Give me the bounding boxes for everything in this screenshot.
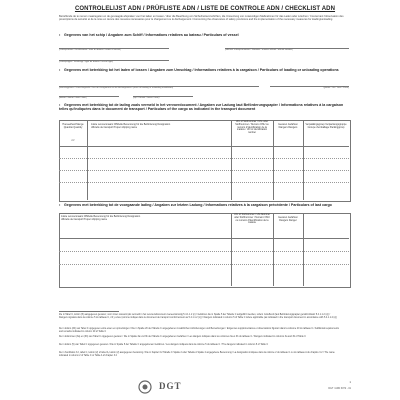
table-row[interactable]	[59, 170, 349, 171]
section-last-cargo-heading: • Gegevens met betrekking tot de voorgaande lading / Angaben zur letzten Ladung / Informations relatives à la cargaison précédente / Particulars of last cargo	[59, 203, 332, 207]
form-code: DGT / ADN 3072 - 01	[328, 387, 351, 390]
footnote-2: De in kolom (20) van Tabel C opgegeven extra eisen en opmerkingen / Die in Spalte 20 der Tabelle C angegebenen zusätzlichen Anforderungen und Bemerkungen / Exigences supplémentaires et observations figurant dans la colonne 20 du tableau C / Additional requirements and remarks indicated in column 20 of Table C	[59, 328, 339, 333]
footnote-5: De in hoofdstuk 3.2, tabel C, kolom (2) of tabel A, kolom (2) aangegeven benaming / Die in Kapitel 3.2 Tabelle C Spalte 2 oder Tabelle A Spalte 2 angegebene Benennung / La désignation indiquée dans la colonne 2 du tableau C ou du tableau A du chapitre 3.2 / The name indicated in column 2 of Table C or Table A of chapter 3.2	[59, 352, 335, 357]
vessel-type-field[interactable]: (scheepstype / Schiffstyp / type de bateau / vessel type)	[59, 61, 114, 63]
date-field[interactable]: (datum / datum / date / date)	[59, 97, 87, 99]
col-dangers-header: Gevaren Gefahren Dangers Dangers	[278, 123, 298, 129]
col-quantity-header: Hoeveelheid Menge Quantité Quantity	[62, 123, 84, 129]
vessel-name-field[interactable]: (scheepsnaam / Schiffsname / nom du bateau / name of vessel)	[59, 49, 121, 51]
time-field[interactable]: (tijd / Uhrzeit / heure / time)	[133, 97, 160, 99]
checklist-sheet	[55, 6, 355, 398]
place-of-loading-field[interactable]: (overslagplaats / Umschlagstelle / lieu de chargement ou de déchargement / place of loading or unloading installation)	[59, 87, 174, 89]
footnote-4: De in kolom (5) van Tabel C opgegeven gevaren / Die in Spalte 5 der Tabelle C angegebenen Gefahren / Les dangers indiqués dans la colonne 5 du tableau C / The dangers indicated in column 5 of Table C	[59, 344, 269, 346]
col-last-shipping-name-header: Juiste vervoersnaam Offizielle Benennung für die Beförderung Désignation officielle de transport Proper shipping name	[61, 215, 141, 221]
col-packing-group-header: Verpakkingsgroep Verpackungsgruppe Groupe d'emballage Packinggroup	[305, 123, 347, 129]
col-last-un-number-header: UN- of Stofnummer / UN-Nummer oder Stoffnummer / Numéro ONU ou numéro d'identification de la matière	[234, 213, 270, 225]
col-un-number-header: UN- of Stofnummer / UN- oder Stoffnummer / Numéro ONU ou numéro d'identification de la matière / UN or identification number	[235, 120, 269, 135]
logo-icon	[138, 380, 152, 394]
table-row[interactable]	[59, 158, 349, 159]
section-vessel-heading: • Gegevens van het schip / Angaben zum Schiff / Informations relatives au bateau / Particulars of vessel	[59, 33, 239, 37]
table-row[interactable]	[59, 182, 349, 183]
col-last-dangers-header: Gevaren Gefahren Dangers Danger	[278, 216, 298, 222]
col-shipping-name-header: Juiste vervoersnaam Offizielle Benennung für die Beförderung Désignation officielle de transport Proper shipping name	[91, 123, 171, 129]
page-title: CONTROLELIJST ADN / PRÜFLISTE ADN / LISTE DE CONTROLE ADN / CHECKLIST ADN	[74, 6, 336, 12]
logo: DGT	[159, 381, 182, 391]
footnote-3: De in kolommen (3a) en (3b) van Tabel C opgegeven gevaren / Die in Spalte 3a und 3b der Tabelle C angegebenen Gefahren / Les dangers indiqués dans les colonnes 3a et 3b du tableau C / Dangers indicated in columns 3a and 3b of Table C	[59, 336, 306, 338]
table-row[interactable]	[59, 264, 349, 265]
intro-text: Betreffende de te nemen maatregelen en de gevraagde afspraken voor het laden en lossen / über die Beachtung von Sicherheitsvorschriften, die Umsetzung von notwendigen Maßnahmen für das Laden oder Löschen / Concernant l'observation des prescriptions de sécurité et de la mise en œuvre des mesures nécessaires pour le chargement ou le déchargement / Concerning the observance of safety provisions and the implementation of the necessary measures for loading/unloading	[59, 15, 344, 22]
footnote-1: Zie in Tabel C, kolom (5) aangegeven gevaren; voor zover relevant (als vermeld in het vervoersdocument overeenkomstig 5.4.1.1.2 (c) / Gefahren die in Spalte 5 der Tabelle C aufgeführt werden, sofern zutreffend (laut Beförderungspapier gemäß Absatz 5.4.1.1.2 (c)) / Dangers signalés dans la colonne 5 du tableau C, s'il y a lieu (comme indiqué dans le document de transport conformément au 5.4.1.1.2 (c)) / Dangers indicated in column 5 of Table C where applicable (as indicated in the transport document in accordance with 5.4.1.1.2 (c))	[59, 314, 337, 319]
cargo-table	[59, 120, 351, 202]
table-row[interactable]	[59, 251, 349, 252]
official-number-field[interactable]: (officieel scheepsnummer / Nummer / numéro officiel / official number)	[225, 49, 293, 51]
page-number: 1	[349, 380, 351, 384]
section-operations-heading: • Gegevens met betrekking tot het laden of lossen / Angaben zum Umschlag / Informations relatives à la cargaison / Particulars of loading or unloading operations	[59, 68, 339, 72]
col-quantity-unit: m³	[71, 139, 75, 142]
section-cargo-heading: • Gegevens met betrekking tot de lading zoals vermeld in het vervoerdocument / Angaben zur Ladung laut Beförderungspapier / Informations relatives à la cargaison telles qu'indiquées dans le document de transport / Particulars of the cargo as indicated in the transport document	[59, 103, 344, 112]
place-field[interactable]: (plaats / Ort / Lieu / Place)	[323, 87, 349, 89]
